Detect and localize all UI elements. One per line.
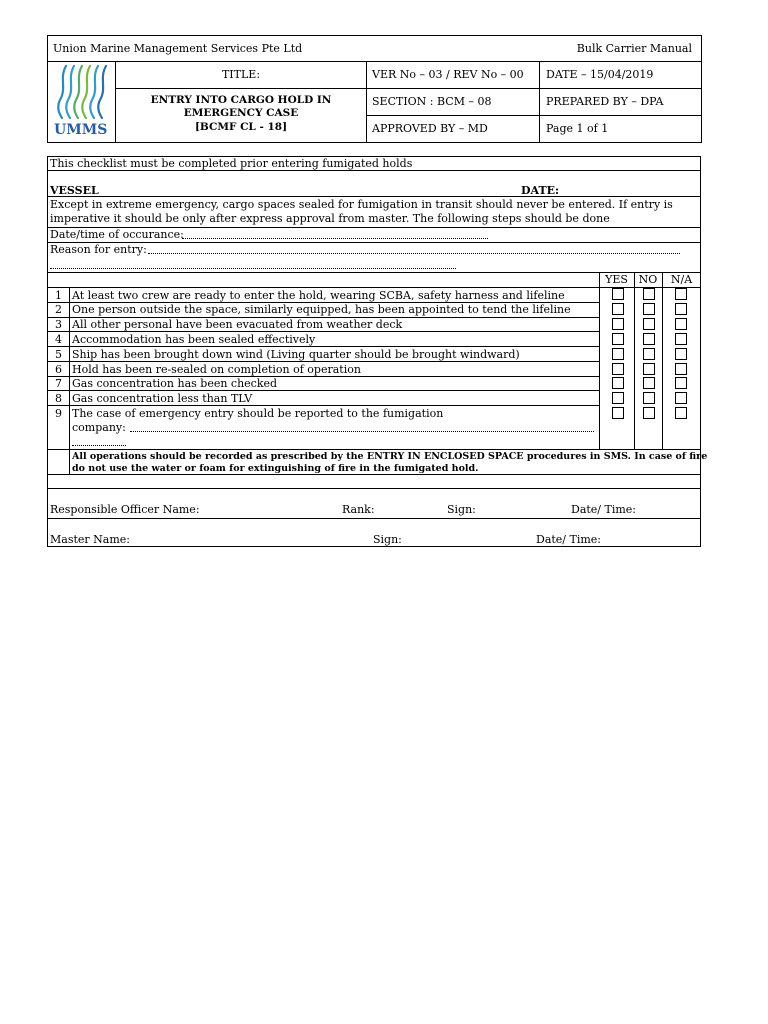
na-checkbox[interactable] [675, 333, 687, 345]
no-checkbox[interactable] [643, 392, 655, 404]
doc-date: DATE – 15/04/2019 [546, 68, 654, 81]
form-rule [47, 170, 701, 171]
item-number: 9 [55, 407, 62, 420]
officer-datetime-label: Date/ Time: [571, 503, 637, 516]
header-divider [115, 88, 702, 89]
reason-field[interactable] [148, 253, 680, 254]
item-number: 7 [55, 377, 62, 390]
fumigation-company-field-line-2[interactable] [72, 445, 126, 446]
form-rule [47, 331, 599, 332]
occurance-label: Date/time of occurance: [50, 228, 184, 241]
form-rule [47, 287, 701, 288]
prepared-by: PREPARED BY – DPA [546, 95, 664, 108]
master-datetime-label: Date/ Time: [536, 533, 602, 546]
title-line-3: [BCMF CL - 18] [194, 121, 288, 133]
form-rule [662, 272, 663, 449]
na-checkbox[interactable] [675, 318, 687, 330]
yes-checkbox[interactable] [612, 333, 624, 345]
item-number: 8 [55, 392, 62, 405]
yes-checkbox[interactable] [612, 363, 624, 375]
form-rule [634, 272, 635, 449]
reason-label: Reason for entry: [50, 243, 147, 256]
form-rule [599, 272, 600, 449]
title-line-1: ENTRY INTO CARGO HOLD IN [150, 94, 332, 106]
yes-checkbox[interactable] [612, 288, 624, 300]
item-number: 1 [55, 289, 62, 302]
date-label: DATE: [521, 184, 560, 197]
form-rule [47, 488, 701, 489]
section-info: SECTION : BCM – 08 [372, 95, 492, 108]
na-checkbox[interactable] [675, 303, 687, 315]
form-rule [47, 361, 599, 362]
yes-checkbox[interactable] [612, 318, 624, 330]
item-number: 5 [55, 348, 62, 361]
item-text: Hold has been re-sealed on completion of operation [72, 363, 361, 376]
intro-text: This checklist must be completed prior entering fumigated holds [50, 157, 413, 170]
title-line-2: EMERGENCY CASE [183, 107, 299, 119]
item-text: One person outside the space, similarly equipped, has been appointed to tend the lifeline [72, 303, 571, 316]
company-name: Union Marine Management Services Pte Ltd [53, 42, 303, 55]
col-na-header: N/A [670, 273, 693, 286]
item-number: 3 [55, 318, 62, 331]
wave-logo-icon [50, 62, 114, 122]
item-number: 6 [55, 363, 62, 376]
na-checkbox[interactable] [675, 288, 687, 300]
no-checkbox[interactable] [643, 288, 655, 300]
no-checkbox[interactable] [643, 377, 655, 389]
form-rule [47, 405, 599, 406]
form-rule [47, 196, 701, 197]
col-yes-header: YES [605, 273, 628, 286]
vessel-label: VESSEL [50, 184, 99, 197]
umms-logo [50, 62, 114, 142]
officer-sign-label: Sign: [447, 503, 476, 516]
item-text: Gas concentration has been checked [72, 377, 278, 390]
item-number: 4 [55, 333, 62, 346]
item-text: Accommodation has been sealed effectively [72, 333, 316, 346]
item-text: Ship has been brought down wind (Living quarter should be brought windward) [72, 348, 520, 361]
master-sign-label: Sign: [373, 533, 402, 546]
yes-checkbox[interactable] [612, 407, 624, 419]
na-checkbox[interactable] [675, 407, 687, 419]
header-divider [366, 61, 367, 143]
na-checkbox[interactable] [675, 377, 687, 389]
na-checkbox[interactable] [675, 392, 687, 404]
rank-label: Rank: [342, 503, 375, 516]
no-checkbox[interactable] [643, 303, 655, 315]
item-text: All other personal have been evacuated from weather deck [72, 318, 403, 331]
yes-checkbox[interactable] [612, 348, 624, 360]
warning-line-1: Except in extreme emergency, cargo spaces sealed for fumigation in transit should never be entered. If entry is [50, 198, 673, 211]
note-line-2: do not use the water or foam for extinguishing of fire in the fumigated hold. [72, 463, 479, 474]
col-no-header: NO [638, 273, 658, 286]
occurance-field[interactable] [182, 238, 488, 239]
item-text: Gas concentration less than TLV [72, 392, 253, 405]
form-rule [47, 518, 701, 519]
yes-checkbox[interactable] [612, 392, 624, 404]
approved-by: APPROVED BY – MD [372, 122, 488, 135]
no-checkbox[interactable] [643, 318, 655, 330]
item-text: The case of emergency entry should be reported to the fumigation [72, 407, 444, 420]
master-name-label: Master Name: [50, 533, 130, 546]
form-rule [47, 346, 599, 347]
yes-checkbox[interactable] [612, 303, 624, 315]
no-checkbox[interactable] [643, 333, 655, 345]
warning-line-2: imperative it should be only after express approval from master. The following steps should be done [50, 212, 610, 225]
reason-field-line-2[interactable] [50, 268, 456, 269]
item-number: 2 [55, 303, 62, 316]
page-number: Page 1 of 1 [546, 122, 609, 135]
title-label: TITLE: [221, 68, 261, 81]
no-checkbox[interactable] [643, 348, 655, 360]
note-line-1: All operations should be recorded as prescribed by the ENTRY IN ENCLOSED SPACE procedures in SMS. In case of fire [72, 451, 708, 462]
form-rule [47, 390, 599, 391]
version-info: VER No – 03 / REV No – 00 [372, 68, 524, 81]
form-rule [69, 287, 70, 474]
manual-name: Bulk Carrier Manual [576, 42, 692, 55]
item-text: At least two crew are ready to enter the hold, wearing SCBA, safety harness and lifeline [72, 289, 565, 302]
no-checkbox[interactable] [643, 407, 655, 419]
fumigation-company-field[interactable] [130, 431, 594, 432]
na-checkbox[interactable] [675, 363, 687, 375]
na-checkbox[interactable] [675, 348, 687, 360]
no-checkbox[interactable] [643, 363, 655, 375]
item-9-company-label: company: [72, 421, 126, 434]
header-divider [539, 61, 540, 143]
header-divider [366, 115, 702, 116]
logo-text: UMMS [54, 122, 108, 138]
officer-name-label: Responsible Officer Name: [50, 503, 200, 516]
header-divider [47, 61, 702, 62]
yes-checkbox[interactable] [612, 377, 624, 389]
